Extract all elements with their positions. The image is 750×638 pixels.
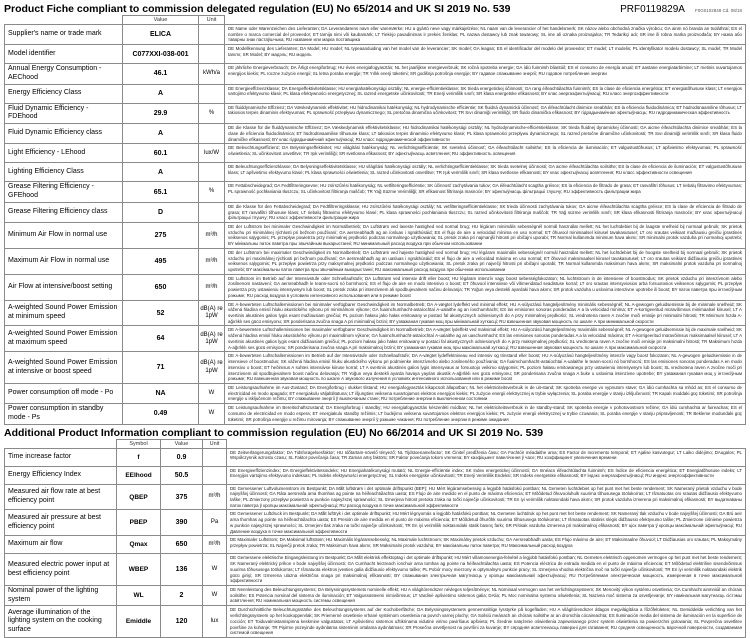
row-unit: % (199, 103, 225, 124)
row-multilingual-notes: DE Zeitverlängerungsfaktor; DA Tidsforøgelsesfaktor; HU Időtartam-növelő tényező; NL Tijdstoenamefactor; SK Činiteľ predĺženia času; GA Fachtóir méadaithe ama; ES Factor de incremento temporal; ET Ajalise kasvutegur; LT Laiko didėjimo; DAugalos; PL Współczynnik wzrostu czasu; SL Faktor povečanja časa; TR Zaman artış faktörü; SR Faktor povećanja tokom vremena; BY каэфіцыент павелічэння ў часе; RU коэффициент увеличения времени (227, 448, 746, 466)
row-label: Air Flow at intensive/boost setting (5, 274, 123, 300)
page-title: Product Fiche compliant to commission delegated regulation (EU) No 65/2014 and UK SI 2019 No. 539 (4, 3, 511, 15)
row-unit: m³/h (199, 222, 225, 248)
row-value: 650 (123, 274, 199, 300)
row-symbol: Qmax (117, 536, 161, 554)
header-spacer (227, 439, 746, 448)
row-unit (199, 25, 225, 45)
row-value: C077XXI-038-001 (123, 45, 199, 64)
row-label: Model identifier (5, 45, 123, 64)
document-code: PRF0119829A (620, 4, 685, 15)
row-multilingual-notes: DE Nennleistung des Beleuchtungssystems; DA Belysningssystemets nominelle effekt; HU A világítórendszer névleges teljesítménye; NL Nominaal vermogen van het verlichtingssysteem; SK Menovitý výkon systému osvetlenia; GA Cumhacht ainmniúil an chórais soilsithe; ES Potencia nominal del sistema de iluminación; ET Valgussüsteemi nimivõimsus; LT Vardinė apšvietimo sistemos galia; DAlia; PL Moc nominalna systemu oświetlenia; SL Nazivna moč sistema za osvetljevanje; BY намінальная магутнасць сістэмы асвятлення; RU номинальная мощность системы освещения (227, 585, 746, 606)
header-spacer (5, 439, 117, 448)
row-multilingual-notes: DE Beleuchtungseffizienz; DA Belysningseffektivitet; HU világítási hatékonyság; NL verlichtingsefficiëntie; SK svetelná účinnosť; GA éifeachtúlacht soilsithe; ES la eficiencia de iluminación; ET valgustustõhusus; LT apšvietimo efektyvumas; PL sprawność oświetlenia; SL učinkovitost osvetlitve; TR Işık verimliliği; SR svetlosna efikasnost; BY эфектыўнасць асвятлення; RU эффективность освещения (225, 144, 746, 163)
table-row (5, 124, 746, 144)
row-value: 0.49 (123, 404, 199, 425)
row-unit (199, 124, 225, 144)
row-label: Light Efficiency - LEhood (5, 144, 123, 163)
row-multilingual-notes: DE A-bewerteten Luftschallemissionen bei minimaler verfügbarer Geschwindigkeit im Normalbetrieb; DA A-vægtet lydeffekt ved minimal effekt; HU A-súlyozású hangteljesítmény minimális sebességnél; NL A-gewogen geluidsemissie bij de minimale snelheid; SK vážená hladina emisií hluku akustického výkonu pri minimálnom výkone; GA fuaimchumhacht-astaíochtaí A-ualaithe ag an íoschumhacht; ES las emisiones sonoras ponderadas A a la velocidad mínima; ET A-korrigeeritud müravõimsus minimaalsel kiirusel; LT A svertinis akustinės galios lygis esant mažiausiam greičiui; PL poziom hałasu jako hałas emitowany w postaci fal akustycznych odniesionych do A przy minimalnej prędkości; SL vrednotena raven A zvočne moči emisije pri minimalni hitrosti; TR Minimum hızda A-ağırlıklı ses gücü emisyonu; SR ponderisana zvučna snaga A pri minimalnoj brzini; BY узважаная гукавая моц пры мінімальнай хуткасці; RU взвешенная звуковая мощность по шкале A при минимальной скорости (225, 300, 746, 326)
row-value: 495 (123, 248, 199, 274)
row-label: Grease Filtering Efficiency - GFEhood (5, 182, 123, 203)
row-value: 64 (123, 326, 199, 352)
row-label: Energy Efficiency Class (5, 84, 123, 103)
document-header (4, 3, 746, 15)
row-multilingual-notes: DE Leistungsaufnahme im Aus-Zustand; DA Energiforbrug i slukket tilstand; HU energiafogyasztás kikapcsolt állapotban; NL het elektriciteitsverbruik in de uit-stand; SK spotreba energie vo vypnutom stave; GA ídiú cumhachta sa mhód as; ES el consumo de electricidad en modo apagado; ET energiakulu väljalülitatuna; LT išjungties veiksena suvartojamos elektros energijos kiekis; PL zużycie energii elektrycznej w trybie wyłączenia; SL poraba energije v stanju izključenosti; TR Kapalı moddaki güç tüketimi; SR potrošnja energije u isključenom režimu; BY спажыванне энергіі ў выключаным стане; RU потребление энергии в выключенном состоянии (225, 383, 746, 403)
table-row (5, 606, 746, 638)
row-value: 50.5 (161, 466, 203, 484)
row-multilingual-notes: DE A-bewerteten Luftschallemissionen im Betrieb auf der Intensivstufe oder Schnellaufstufe; DA A-vægtet lydeffektniveau ved intensiv og trinstand eller boost; HU A-súlyozású hangteljesítmény intenzív vagy boost fokozaton; NL A-gewogen geluidsemissie in de intensieve of boostmodus; SK vážená hladina emisií hluku akustického výkonu pri podmienke intenzívneho alebo zosilneného používania; GA fuaimchumhacht-astaíochtaí A-ualaithe le teann-socrú nó borrshocrú; ES las emisiones sonoras ponderadas A en modo intensivo o boost; ET heõimsus A suhtes intensiivse kiiruse korral; LT A svertinis akustinės galios lygis intensyvaus ar forsuotojo veikimo sąlygomis; PL poziom hałasu emitowanego przy ustawieniu intensywnym lub boost; SL vrednotena raven A zvočne moči pri intenzivnem ali spodbujevalnem boost načinu delovanja; TR Yoğun veya destekli ayarda havaya yayılan akustik A-ağırlıklı ses gücü emisyonu; SR ponderisana zvučna snaga A buke u uslovima intenzivne upotrebe; BY узважаная гукавая моц у інтэнсіўным рэжыме; RU взвешенная звуковая мощность по шкале A звукового излучения в условиях интенсивного использования или в режиме boost (225, 352, 746, 384)
row-unit (199, 202, 225, 222)
table-row (5, 45, 746, 64)
row-value: 120 (161, 606, 203, 638)
table-row (5, 326, 746, 352)
row-value: 0.9 (161, 448, 203, 466)
column-header-symbol: Symbol (117, 439, 161, 448)
row-unit: m³/h (203, 536, 227, 554)
table-row (5, 182, 746, 203)
row-label: Grease Filtering Efficiency class (5, 202, 123, 222)
row-value: 2 (161, 585, 203, 606)
row-multilingual-notes: DE Luftstrom im Betrieb auf der Intensivstufe oder Schnellaufstufe; DA Luftstrøm ved intensiv drift eller boost; HU légáram intenzív vagy boost sebességfokozaton; NL luchtstroom in de intensieve of boostmodus; SK prietok vzduchu pri intenzívnom alebo zosilnenom nastavení; GA aersreabhadh le teann-socrú nó borrshocrú; ES el flujo de aire en modo intensivo o boost; ET õhuvool intensiivse või võimendatud seadistuse korral; LT oro srautas intensyviosios arba forsuotosios veiksenos sąlygomis; PL przepływ powietrza przy ustawieniu intensywnym lub boost; SL pretok zraka pri intenzivnem ali spodbujevalnem načinu delovanja; TR Yoğun veya destekli ayardaki hava akımı; SR protok vazduha u uslovima intenzivne upotrebe ili boost; BY паток паветра пры інтэнсіўным рэжыме; RU расход воздуха в условиях интенсивного использования или в режиме boost (225, 274, 746, 300)
table-row (5, 222, 746, 248)
row-unit (203, 466, 227, 484)
row-label: Minimum Air Flow in normal use (5, 222, 123, 248)
row-symbol: QBEP (117, 484, 161, 510)
row-unit: lux (203, 606, 227, 638)
row-multilingual-notes: DE Gemessener Luftvolumenstrom im Bestpunkt; DA Målt luftstrøm i det optimale driftspunkt (BEP); HU Mért légáramsebesség a legjobb hatásfokú pontban; NL Gemeten luchtdebiet op het punt met het beste rendement; SK Nameraný prietok vzduchu v bode najvyššej účinnosti; GA Ráta aersreafa arna thomhas ag pointe na héifeachtúlachta uasta; ES Flujo de aire medido en el punto de máxima eficiencia; ET Mõõdetud õhuvooluhulk suurima tõhususega töölukorras; LT Išmatuotas oro srautas didžiausio efektyvumo taške; PL Zmierzony przepływ powietrza w punkcie najwyższej sprawności; SL Izmerjena hitrost pretoka zraka na točki največje učinkovitosti; TR En iyi verimlilik noktasındaki hava akımı; SR protok vazduha izmerena pri maksimalnoj efikasnosti; BY выдаткаваны паток паветра ў кропцы максімальнай эфектыўнасці; RU расход воздуха в точке максимальной эффективности (227, 484, 746, 510)
table-row (5, 404, 746, 425)
row-multilingual-notes: DE A-bewerteten Luftschallemissionen bei maximaler verfügbarer Geschwindigkeit im Normalbetrieb; DA A-vægtet lydeffekt ved maksimal effekt; HU A-súlyozású hangteljesítmény maximális sebességnél; NL A-gewogen geluidsemissie bij de maximale snelheid; SK vážená hladina emisií hluku akustického výkonu pri maximálnom výkone; GA fuaimchumhacht-astaíochtaí A-ualaithe ag an uaschumhacht; ES las emisiones sonoras ponderadas A a la velocidad máxima; ET A-korrigeeritud müravõimsus maksimaalsel kiirusel; LT A svertinis akustinės galios lygis esant didžiausiam greičiui; PL poziom hałasu jako hałas emitowany w postaci fal akustycznych odniesionych do A przy maksymalnej prędkości; SL vrednotena raven A zvočne moči emisije pri maksimalni hitrosti; TR Maksimum hızda A-ağırlıklı ses gücü emisyonu; SR ponderisana zvučna snaga A pri maksimalnoj brzini; BY узважаная гукавая моц пры максімальнай хуткасці; RU взвешенная звуковая мощность по шкале A при максимальной скорости (225, 326, 746, 352)
row-symbol: f (117, 448, 161, 466)
table-row (5, 248, 746, 274)
row-label: Power consumption off mode - Po (5, 383, 123, 403)
row-symbol: PBEP (117, 510, 161, 536)
table-row (5, 484, 746, 510)
row-label: A-weighted Sound Power Emission at minimum speed (5, 300, 123, 326)
table-row (5, 163, 746, 182)
row-value: A (123, 124, 199, 144)
row-label: Nominal power of the lighting system (5, 585, 117, 606)
row-multilingual-notes: DE der Luftstrom bei maximaler Geschwindigkeit im Normalbetrieb; DA Luftstrøm ved højeste hastighed ved normal brug; HU légáram maximális sebességnél normál használat mellett; NL het luchtdebiet bij de hoogste snelheid bij normaal gebruik; SK prietok vzduchu pri maximálnej rýchlosti pri bežnom používaní; GA aersreabhadh ag an uasluas i ngnáthúsáid; ES el flujo de aire a velocidad máxima en uso normal; ET õhuvool maksimaalsel kiirusel tavakasutusel; LT oro srautas veikiant didžiausiu greičiu įprastinės veiksenos sąlygomis; PL przepływ powietrza przy maksymalnej prędkości podczas normalnego użytkowania; SL pretok zraka pri največji hitrosti pri običajni uporabi; TR Normal kullanımda maksimum hava akımı; SR maksimalni protok vazduha pri normalnoj upotrebi; BY максімальны паток паветра пры звычайным выкарыстанні; RU максимальный расход воздуха при обычном использовании (225, 248, 746, 274)
table-row (5, 466, 746, 484)
row-symbol: EEIhood (117, 466, 161, 484)
row-multilingual-notes: DE jährliche Energieverbrauch; DA Årligt energiforbrug; HU éves energiafogyasztás; NL het jaarlijkse energieverbruik; SK ročná spotreba energie; GA ídiú fuinnimh bliantúil; ES el consumo de energía anual; ET aastane energiatarbimine; LT metinis suvartojamos energijos kiekis; PL roczne zużycie energii; SL letna poraba energije; TR Yıllık enerji tüketimi; SR godišnja potrošnja energije; BY гадавое спажыванне энергіі; RU годовое потребление энергии (225, 64, 746, 85)
row-unit (199, 84, 225, 103)
row-multilingual-notes: DE Gemessene elektrische Eingangsleistung im Bestpunkt; DA Målt elektrisk effektoptag i det optimale driftspunkt; HU Mért villamosenergia-felvétel a legjobb hatásfokú pontban; NL Gemeten elektrisch opgenomen vermogen op het punt met het beste rendement; SK Nameraný elektrický príkon v bode najvyššej účinnosti; GA Cumhacht leictreach ionchuir arna tomhas ag pointe na héifeachtúlachta uasta; ES Potencia eléctrica de entrada medida en el punto de máxima eficiencia; ET Mõõdetud elektriline sisendvõimsus suurima tõhususega töölukorras; LT Išmatuota elektros įvesties galia didžiausio efektyvumo taške; PL Pobór mocy mierzony w optymalnym punkcie pracy; SL Izmerjena vhodna električna moč na točki največje učinkovitosti; TR En iyi verimlilik noktasındaki elektrik gücü girişi; SR Izmerena ulazna električna snaga pri maksimalnoj efikasnosti; BY спажываная электрычная магутнасць у кропцы максімальнай эфектыўнасці; RU Потребляемая электрическая мощность, измеренная в точке максимальной эффективности (227, 554, 746, 586)
row-label: Fluid Dynamic Efficiency class (5, 124, 123, 144)
row-symbol: Emiddle (117, 606, 161, 638)
row-multilingual-notes: DE Maximaler Luftstrom; DA Maksimal luftstrøm; HU Maximális légáramsebesség; NL Maximale luchtstroom; SK Maximálny prietok vzduchu; GA Aersreabhadh uasta; ES Flujo máximo de aire; ET Maksimaalne õhuvool; LT Didžiausias oro srautas; PL Maksymalny przepływ powietrza; SL Največji pretok zraka; TR Maksimum hava akımı; SR Maksimalni protok vazduha; BY максімальны паток паветра; RU Максимальный расход воздуха (227, 536, 746, 554)
table-row (5, 536, 746, 554)
table-row (5, 202, 746, 222)
row-unit (199, 45, 225, 64)
additional-table-header-row (5, 439, 746, 448)
row-unit: W (203, 554, 227, 586)
row-label: Time increase factor (5, 448, 117, 466)
table-row (5, 448, 746, 466)
row-label: Average illumination of the lighting system on the cooking surface (5, 606, 117, 638)
row-multilingual-notes: DE Durchschnittliche Beleuchtungsstärke des Beleuchtungssystems auf der Kochoberfläche; DA Belysningssystemets gennemsnitlige lysstyrke på kogefladen; HU A világítórendszer átlagos megvilágítása a főzőfelületen; NL Gemiddelde verlichting van het verlichtingssysteem op het kookoppervlak; SK Priemerné osvetlenie vrhané systémom osvetlenia na povrch varnej plochy; GA Soilsiú meánach an chórais soilsithe ar an dromchla cócaireachta; ES Iluminación media del sistema de iluminación en la superficie de cocción; ET Toiduvalmistamispinna keskmine valgustatus; LT Apšvietimo sistemos užtikrinama vidutinė virimo paviršiaus apšvieta; PL Średnie natężenie oświetlenia zapewnianego przez system oświetlenia na powierzchni gotowania; SL Povprečna osvetlitev površine za kuhanje; TR Pişirme yüzeyinde aydınlatma sisteminin ortalama aydınlatması; SR Prosečna osvetljenost na površini za kuvanje; BY сярэдняя асветленасць паверхні для гатавання; RU средняя освещенность варочной поверхности, создаваемая системой освещения (227, 606, 746, 638)
row-value: 136 (161, 554, 203, 586)
row-multilingual-notes: DE Leistungsaufnahme im Bereitschaftszustand; DA Energiforbrug i standby; HU energiafogyasztás készenléti módban; NL het elektriciteitsverbruik in de standby-stand; SK spotreba energie v pohotovostnom režime; GA ídiú cumhachta ar fuireachas; ES el consumo de electricidad en modo espera; ET energiakulu standby režiimis; LT budėjimo veiksena suvartojamos elektros energijos kiekis; PL zużycie energii elektrycznej w trybie czuwania; SL poraba energije v stanju pripravljenosti; TR Bekleme modundaki güç tüketimi; SR potrošnja energije u režimu mirovanja; BY спажыванне энергіі ў рэжыме чакання; RU потребление энергии в режиме ожидания (225, 404, 746, 425)
row-multilingual-notes: DE Modellkennung des Lieferanten; DA Model; HU model; NL typeaanduiding van het model van de leverancier; SK model; GA leagan; ES el identificador del modelo del proveedor; ET mudel; LT modelis; PL identyfikator modelu dostawcy; SL model; TR Model tanımı; SR Model; BY мадэль; RU модель (225, 45, 746, 64)
row-unit: Pa (203, 510, 227, 536)
row-multilingual-notes: DE die Klasse für den Fettabscheidegrad; DA Fedtfiltreringsklasse; HU zsírszűrési hatékonysági osztály; NL vetfilteringsefficiëntieklasse; SK trieda účinnosti zachytávania tukov; GA aicme éifeachtúlachta scagtha gréisce; ES la clase de eficiencia de filtrado de grasa; ET rasvafiltri tõhususe klass; LT riebalų filtravimo efektyvumo klasė; PL klasa sprawności pochłaniania tłuszczu; SL razred učinkovitosti filtriranja maščob; TR Yağ süzme verimlilik sınıfı; SR klasa efikasnosti filtriranja masnoće; BY клас эфектыўнасці фільтрацыі тлушчу; RU класс эффективности фильтрации жира (225, 202, 746, 222)
column-header-unit: Unit (203, 439, 227, 448)
row-label: Power consumption in standby mode - Ps (5, 404, 123, 425)
row-label: A-weighted Sound Power Emission at maximum speed (5, 326, 123, 352)
row-unit: W (199, 383, 225, 403)
row-multilingual-notes: DE Energieeffizienzklasse; DA Energieffektivitetsklasse; HU energiahatékonysági osztály; NL energie-efficiëntieklasse; SK trieda energetickej účinnosti; GA rang éifeachtúlachta fuinnimh; ES la clase de eficiencia energética; ET energiatõhususe klass; LT energijos vartojimo efektyvumo klasė; PL klasa efektywności energetycznej; SL razred energetske učinkovitosti; TR Enerji verimlilik sınıfı; SR klasa energetske efikasnosti; BY клас энергаэфектыўнасці; RU класс энергоэффективности (225, 84, 746, 103)
table-row (5, 144, 746, 163)
table-row (5, 64, 746, 85)
row-multilingual-notes: DE Fettabscheidegrad; DA Fedtfiltreringsevne; HU zsírszűrési hatékonyság; NL vetfilteringsefficiëntie; SK účinnosť zachytávania tukov; GA éifeachtúlacht scagtha gréisce; ES la eficiencia de filtrado de grasa; ET rasvafiltri tõhusus; LT riebalų filtravimo efektyvumas; PL sprawność pochłaniania tłuszczu; SL učinkovitost filtriranja maščob; TR Yağ Süzme Verimliliği; SR efikasnost filtriranja masnoće; BY эфектыўнасць фільтрацыі тлушчу; RU эффективность фильтрации жира (225, 182, 746, 203)
row-label: Lighting Efficiency Class (5, 163, 123, 182)
row-label: Maximum air flow (5, 536, 117, 554)
table-row (5, 274, 746, 300)
table-row (5, 585, 746, 606)
row-value: 71 (123, 352, 199, 384)
fiche-table-body (5, 25, 746, 425)
fiche-table-header-row (5, 16, 746, 25)
row-label: Fluid Dynamic Efficiency - FDEhood (5, 103, 123, 124)
row-label: Energy Efficiency Index (5, 466, 117, 484)
row-unit: m³/h (203, 484, 227, 510)
additional-info-table (4, 439, 746, 638)
row-value: 65.1 (123, 182, 199, 203)
row-value: A (123, 163, 199, 182)
table-row (5, 25, 746, 45)
row-label: Measured air flow rate at best efficiency point (5, 484, 117, 510)
header-spacer (225, 16, 746, 25)
row-value: 390 (161, 510, 203, 536)
row-value: ELICA (123, 25, 199, 45)
row-value: A (123, 84, 199, 103)
row-label: A-weighted Sound Power Emission at intensive or boost speed (5, 352, 123, 384)
document-codes (620, 4, 746, 15)
row-symbol: WBEP (117, 554, 161, 586)
table-row (5, 352, 746, 384)
table-row (5, 300, 746, 326)
row-multilingual-notes: DE Energieeffizienzindex; DA Energieffektivitetsindeks; HU Energiahatékonysági mutató; NL Energie-efficiëntie index; SK Index energetickej účinnosti; GA Innéacs éifeachtúlachta fuinnimh; ES Índice de eficiencia energética; ET Energiatõhususe indeks; LT Energijos vartojimo efektyvumo indeksas; PL Indeks efektywności energetycznej; SL Indeks energijske učinkovitosti; TR Enerji Verimlilik Endeksi; SR Indeks energetske efikasnosti; BY індэкс энергаэфектыўнасці; RU индекс энергоэффективности (227, 466, 746, 484)
row-multilingual-notes: DE fluiddynamische Effizienz; DA Væskedynamisk effektivitet; HU hidrodinamikai hatékonyság; NL hydrodynamische efficiëntie; SK fluidná dynamická účinnosť; GA éifeachtúlacht dinimice sreabhán; ES la eficiencia fluidodinámica; ET hüdrodünaamiline tõhusus; LT takiosios terpės dinaminis efektyvumas; PL sprawność przepływu dynamicznego; SL pretočna dinamična učinkovitost; TR Sıvı dinamiği verimliliği; SR fluido dinamička efikasnost; BY гідрадынамічная эфектыўнасць; RU гидродинамическая эффективность (225, 103, 746, 124)
row-unit: dB(A) re 1pW (199, 326, 225, 352)
row-unit (203, 448, 227, 466)
row-label: Annual Energy Consumption - AEChood (5, 64, 123, 85)
table-row (5, 554, 746, 586)
row-multilingual-notes: DE die Klasse für die fluiddynamische Effizienz; DA Væskedynamisk effektivitetsklasse; HU hidrodinamikai hatékonysági osztály; NL hydrodynamische-efficiëntieklasse; SK trieda fluidnej dynamickej účinnosti; GA aicme éifeachtúlachta dinimice sreabhán; ES la clase de eficiencia fluidodinámica; ET hüdrodünaamilise tõhususe klass; LT takiosios terpės dinaminio efektyvumo klasė; PL klasa sprawności przepływu dynamicznego; SL razred pretočne dinamične učinkovitosti; TR Sıvı dinamiği verimlilik sınıfı; SR klasa fluido dinamičke efikasnosti; BY клас гідрадынамічнай эфектыўнасці; RU класс гидродинамической эффективности (225, 124, 746, 144)
column-header-value: Value (123, 16, 199, 25)
row-unit: dB(A) re 1pW (199, 300, 225, 326)
row-symbol: WL (117, 585, 161, 606)
additional-info-title: Additional Product Information compliant to commission regulation (EU) No 66/2014 and UK SI 2019 No. 539 (4, 426, 544, 439)
row-multilingual-notes: DE Gemessener Luftdruck im Bestpunkt; DA Målt lufttryk i det optimale driftspunkt; HU Mért légnyomás a legjobb hatásfokú pontban; NL Gemeten luchtdruk op het punt met het beste rendement; SK Nameraný tlak vzduchu v bode najvyššej účinnosti; GA Brú aeir arna thomhas ag pointe na héifeachtúlachta uasta; ES Presión de aire medida en el punto de máxima eficiencia; ET Mõõdetud õhurõhk suurima tõhususega töölukorras; LT Išmatuotas statinis slėgis didžiausio efektyvumo taške; PL Zmierzone ciśnienie powietrza w punkcie najwyższej sprawności; SL Izmerjeni tlak zraka na točki največje učinkovitosti; TR En iyi verimlilik noktasındaki statik basınç farkı; SR Pritisak vazduha izmerena pri maksimalnoj efikasnosti; BY ціск паветра ў кропцы максімальнай эфектыўнасці; RU Давление воздуха в точке максимальной эффективности (227, 510, 746, 536)
row-multilingual-notes: DE Beleuchtungseffizienzklasse; DA Belysningseffektivitetsklasse; HU világítási hatékonysági osztály; NL verlichtingsefficiëntieklasse; SK trieda svetelnej účinnosti; GA aicme éifeachtúlachta soilsithe; ES la clase de eficiencia de iluminación; ET valgustustõhususe klass; LT apšvietimo efektyvumo klasė; PL klasa sprawności oświetlenia; SL razred učinkovitosti osvetlitve; TR Işık verimlilik sınıfı; SR klasa svetlosne efikasnosti; BY клас эфектыўнасці асвятлення; RU класс эффективности освещения (225, 163, 746, 182)
row-label: Measured air pressure at best efficiency point (5, 510, 117, 536)
row-unit: m³/h (199, 248, 225, 274)
row-unit: W (199, 404, 225, 425)
table-row (5, 84, 746, 103)
document-revision-code: F0G0102848 Cd. 08/18 (694, 8, 742, 13)
row-value: 650 (161, 536, 203, 554)
row-unit: kWh/a (199, 64, 225, 85)
table-row (5, 103, 746, 124)
row-unit: lux/W (199, 144, 225, 163)
table-row (5, 510, 746, 536)
row-unit (199, 163, 225, 182)
row-unit: dB(A) re 1pW (199, 352, 225, 384)
row-multilingual-notes: DE der Luftstrom bei minimaler Geschwindigkeit im Normalbetrieb; DA Luftstrøm ved laveste hastighed ved normal brug; HU légáram minimális sebességnél normál használat mellett; NL het luchtdebiet bij de laagste snelheid bij normaal gebruik; SK prietok vzduchu pri minimálnej rýchlosti pri bežnom používaní; GA aersreabhadh ag an íosluas i ngnáthúsáid; ES el flujo de aire a velocidad mínima en uso normal; ET õhuvool minimaalsel kiirusel tavakasutusel; LT oro srautas veikiant mažiausiu greičiu įprastinės veiksenos sąlygomis; PL przepływ powietrza przy minimalnej prędkości podczas normalnego użytkowania; SL pretok zraka pri najmanjši hitrosti pri običajni uporabi; TR Normal kullanımda minimum hava akımı; SR minimalni protok vazduha pri normalnoj upotrebi; BY мінімальны паток паветра пры звычайным выкарыстанні; RU минимальный расход воздуха при обычном использовании (225, 222, 746, 248)
row-unit: % (199, 182, 225, 203)
column-header-value: Value (161, 439, 203, 448)
row-value: 60.1 (123, 144, 199, 163)
row-value: 375 (161, 484, 203, 510)
fiche-table (4, 15, 746, 425)
row-value: D (123, 202, 199, 222)
column-header-unit: Unit (199, 16, 225, 25)
row-value: 46.1 (123, 64, 199, 85)
additional-table-body (5, 448, 746, 637)
row-label: Supplier's name or trade mark (5, 25, 123, 45)
row-unit: W (203, 585, 227, 606)
row-label: Maximum Air Flow in normal use (5, 248, 123, 274)
row-unit: m³/h (199, 274, 225, 300)
row-multilingual-notes: DE Name oder Warenzeichen des Lieferanten; DA Leverandørens navn eller varemærke; HU a gyártó neve vagy márkajelzése; NL naam van de leverancier of het handelsmerk; SK názov alebo obchodná značka výrobcu; GA ainm nó branda an tsoláthraí; ES el nombre o marca comercial del proveedor; ET tarnija nimi või kaubamärk; LT Tiekėjo pavadinimas ir prekės ženklas; PL nazwa dostawcy lub znak towarowy; SL ime ali oznaka proizvajalca; TR Tedarikçi adı; SR ime ili robna marka proizvođača; BY назва або таварны знак пастаўшчыка; RU название или марка поставщика (225, 25, 746, 45)
row-value: NA (123, 383, 199, 403)
row-label: Measured electric power input at best efficiency point (5, 554, 117, 586)
header-spacer (5, 16, 123, 25)
row-value: 52 (123, 300, 199, 326)
table-row (5, 383, 746, 403)
row-value: 29.9 (123, 103, 199, 124)
row-value: 275 (123, 222, 199, 248)
